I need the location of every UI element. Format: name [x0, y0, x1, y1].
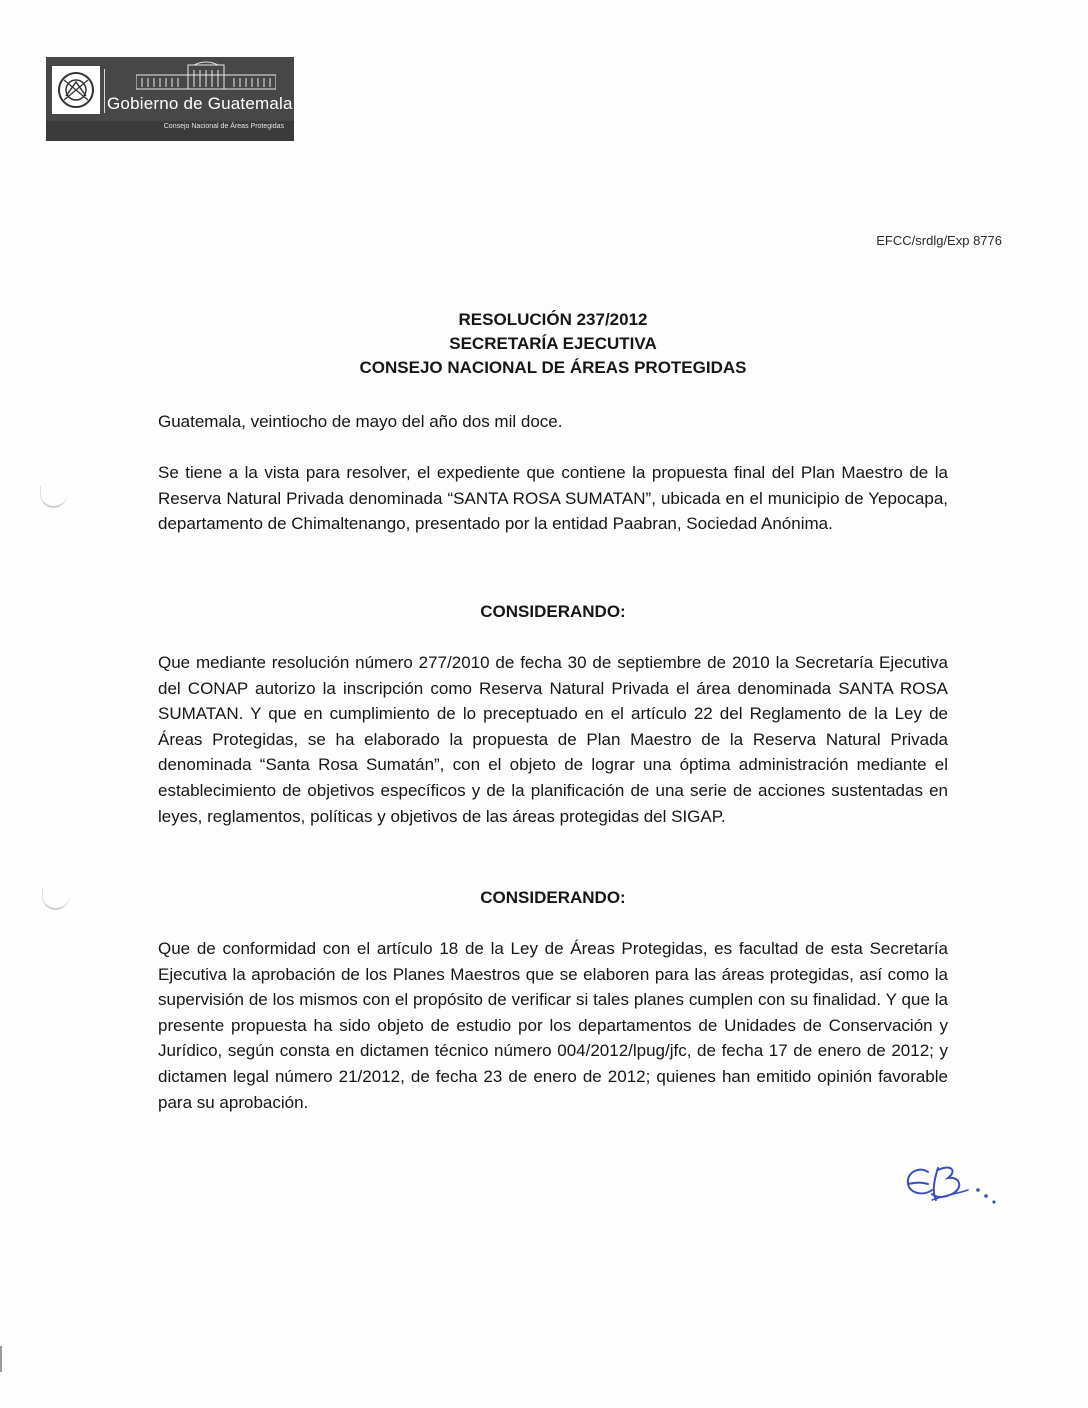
- resolution-heading: [158, 308, 948, 380]
- logo-subtitle: Consejo Nacional de Áreas Protegidas: [163, 123, 284, 130]
- considerando-heading: CONSIDERANDO:: [480, 602, 626, 621]
- coat-of-arms-icon: [52, 66, 100, 114]
- handwritten-initials-signature: [898, 1160, 1008, 1215]
- logo-divider: [104, 69, 105, 113]
- logo-title: Gobierno de Guatemala: [107, 94, 293, 113]
- paragraph-intro: Se tiene a la vista para resolver, el expediente que contiene la propuesta final del Plan Maestro de la Reserva Natural Privada denominada “SANTA ROSA SUMATAN”, ubicada en el municipio de Yepocapa, departamento de Chimaltenango, presentado por la entidad Paabran, Sociedad Anónima.: [158, 463, 948, 534]
- considerando-heading: CONSIDERANDO:: [480, 888, 626, 907]
- heading-secretaria: SECRETARÍA EJECUTIVA: [449, 334, 657, 353]
- punch-hole: [42, 888, 69, 910]
- heading-consejo: CONSEJO NACIONAL DE ÁREAS PROTEGIDAS: [359, 358, 747, 377]
- logo-top-band: [46, 57, 294, 121]
- paragraph-considerando-1: Que mediante resolución número 277/2010 de fecha 30 de septiembre de 2010 la Secretaría Ejecutiva del CONAP autorizo la inscripción como Reserva Natural Privada el área denominada SANTA ROSA SUMATAN. Y que en cumplimiento de lo preceptuado en el artículo 22 del Reglamento de la Ley de Áreas Protegidas, se ha elaborado la propuesta de Plan Maestro de la Reserva Natural Privada denominada “Santa Rosa Sumatán”, con el objeto de lograr una óptima administración mediante el establecimiento de objetivos específicos y de la planificación de una serie de acciones sustentadas en leyes, reglamentos, políticas y objetivos de las áreas protegidas del SIGAP.: [158, 653, 948, 826]
- palace-building-icon: [136, 61, 276, 96]
- scan-edge-mark: [0, 1346, 2, 1372]
- government-logo: [46, 57, 294, 141]
- date-line: Guatemala, veintiocho de mayo del año dos mil doce.: [158, 412, 563, 431]
- file-reference: EFCC/srdlg/Exp 8776: [876, 233, 1002, 248]
- punch-hole: [40, 486, 67, 508]
- resolution-number: RESOLUCIÓN 237/2012: [458, 310, 648, 329]
- paragraph-considerando-2: Que de conformidad con el artículo 18 de la Ley de Áreas Protegidas, es facultad de esta Secretaría Ejecutiva la aprobación de los Planes Maestros que se elaboren para las áreas protegidas, así como la supervisión de los mismos con el propósito de verificar si tales planes cumplen con su finalidad. Y que la presente propuesta ha sido objeto de estudio por los departamentos de Unidades de Conservación y Jurídico, según consta en dictamen técnico número 004/2012/lpug/jfc, de fecha 17 de enero de 2012; y dictamen legal número 21/2012, de fecha 23 de enero de 2012; quienes han emitido opinión favorable para su aprobación.: [158, 939, 948, 1112]
